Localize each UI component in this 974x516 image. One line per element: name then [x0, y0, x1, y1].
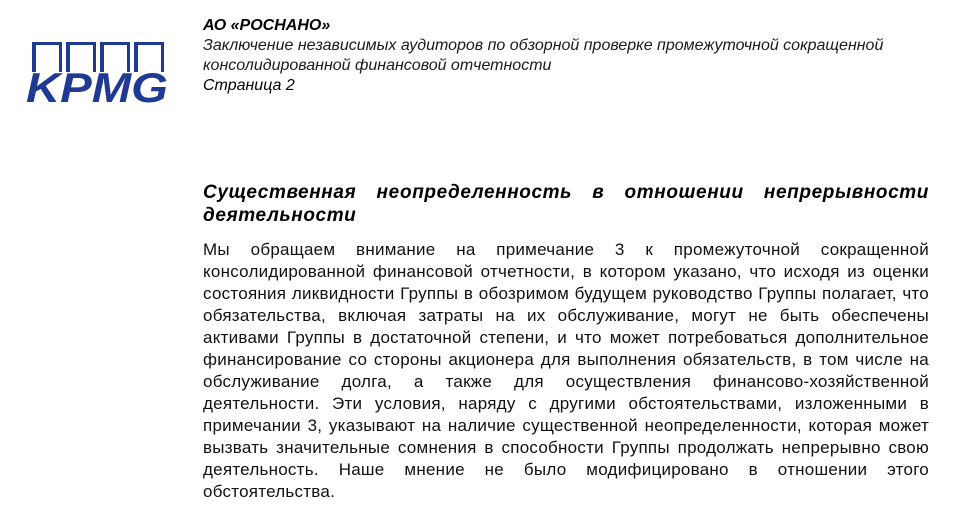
report-title: Заключение независимых аудиторов по обзорной проверке промежуточной сокращенной консолидированной финансовой отчетности — [203, 37, 884, 74]
kpmg-logo-wordmark: KPMG — [26, 64, 168, 106]
page-number: Страница 2 — [203, 77, 295, 94]
document-header — [203, 16, 943, 96]
company-name: АО «РОСНАНО» — [203, 17, 331, 34]
going-concern-section — [203, 181, 929, 503]
kpmg-logo — [26, 42, 172, 106]
section-paragraph: Мы обращаем внимание на примечание 3 к промежуточной сокращенной консолидированной финансовой отчетности, в котором указано, что исходя из оценки состояния ликвидности Группы в обозримом будущем руководство Группы полагает, что обязательства, включая затраты на их обслуживание, могут не быть обеспечены активами Группы в достаточной степени, и что может потребоваться дополнительное финансирование со стороны акционера для выполнения обязательств, в том числе на обслуживание долга, а также для осуществления финансово-хозяйственной деятельности. Эти условия, наряду с другими обстоятельствами, изложенными в примечании 3, указывают на наличие существенной неопределенности, которая может вызвать значительные сомнения в способности Группы продолжать непрерывно свою деятельность. Наше мнение не было модифицировано в отношении этого обстоятельства. — [203, 240, 929, 501]
section-heading: Существенная неопределенность в отношении непрерывности деятельности — [203, 182, 929, 226]
kpmg-logo-graphic — [26, 42, 172, 106]
